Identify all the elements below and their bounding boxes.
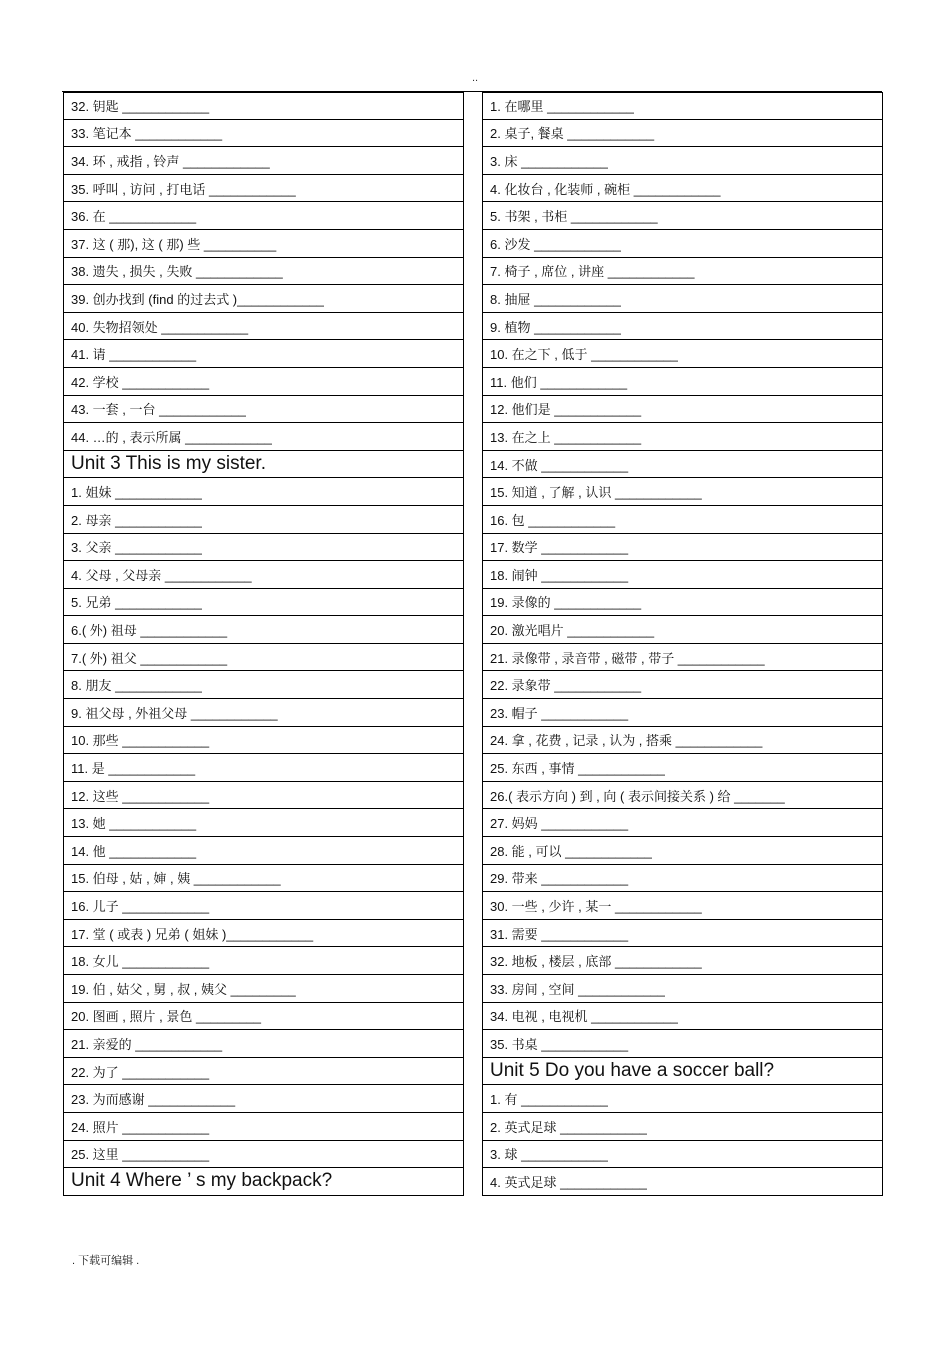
left-vocab-table bbox=[63, 92, 464, 1196]
vocab-row: 6. 沙发 ____________ bbox=[482, 230, 883, 258]
vocab-row: 36. 在 ____________ bbox=[63, 202, 464, 230]
vocab-row: 32. 地板 , 楼层 , 底部 ____________ bbox=[482, 947, 883, 975]
vocab-row: 17. 数学 ____________ bbox=[482, 534, 883, 562]
vocab-row: 23. 帽子 ____________ bbox=[482, 699, 883, 727]
right-vocab-table bbox=[482, 92, 883, 1196]
vocab-row: 16. 包 ____________ bbox=[482, 506, 883, 534]
vocab-row: 22. 录象带 ____________ bbox=[482, 671, 883, 699]
vocab-row: 18. 女儿 ____________ bbox=[63, 947, 464, 975]
vocab-row: 21. 亲爱的 ____________ bbox=[63, 1030, 464, 1058]
vocab-row: 32. 钥匙 ____________ bbox=[63, 92, 464, 120]
vocab-row: 26.( 表示方向 ) 到 , 向 ( 表示间接关系 ) 给 _______ bbox=[482, 782, 883, 810]
vocab-row: 13. 她 ____________ bbox=[63, 809, 464, 837]
vocab-row: 15. 伯母 , 姑 , 婶 , 姨 ____________ bbox=[63, 865, 464, 893]
vocab-row: 1. 有 ____________ bbox=[482, 1085, 883, 1113]
vocab-row: 19. 伯 , 姑父 , 舅 , 叔 , 姨父 _________ bbox=[63, 975, 464, 1003]
vocab-row: 2. 母亲 ____________ bbox=[63, 506, 464, 534]
vocab-row: 4. 化妆台 , 化装师 , 碗柜 ____________ bbox=[482, 175, 883, 203]
vocab-row: 10. 在之下 , 低于 ____________ bbox=[482, 340, 883, 368]
vocab-row: 24. 拿 , 花费 , 记录 , 认为 , 搭乘 ____________ bbox=[482, 727, 883, 755]
vocab-row: 11. 他们 ____________ bbox=[482, 368, 883, 396]
vocab-row: 29. 带来 ____________ bbox=[482, 865, 883, 893]
vocab-row: 27. 妈妈 ____________ bbox=[482, 809, 883, 837]
vocab-row: 35. 书桌 ____________ bbox=[482, 1030, 883, 1058]
vocab-row: 8. 抽屉 ____________ bbox=[482, 285, 883, 313]
vocab-row: 44. …的 , 表示所属 ____________ bbox=[63, 423, 464, 451]
vocab-row: 33. 房间 , 空间 ____________ bbox=[482, 975, 883, 1003]
vocab-row: 3. 父亲 ____________ bbox=[63, 534, 464, 562]
vocab-row: 24. 照片 ____________ bbox=[63, 1113, 464, 1141]
vocab-row: 5. 兄弟 ____________ bbox=[63, 589, 464, 617]
vocab-row: 31. 需要 ____________ bbox=[482, 920, 883, 948]
vocab-row: 40. 失物招领处 ____________ bbox=[63, 313, 464, 341]
unit-heading: Unit 3 This is my sister. bbox=[63, 451, 464, 479]
vocab-row: 14. 不做 ____________ bbox=[482, 451, 883, 479]
page-footer: . 下载可编辑 . bbox=[72, 1255, 140, 1267]
vocab-row: 2. 英式足球 ____________ bbox=[482, 1113, 883, 1141]
vocab-row: 10. 那些 ____________ bbox=[63, 727, 464, 755]
vocab-row: 30. 一些 , 少许 , 某一 ____________ bbox=[482, 892, 883, 920]
vocab-row: 35. 呼叫 , 访问 , 打电话 ____________ bbox=[63, 175, 464, 203]
vocab-row: 4. 英式足球 ____________ bbox=[482, 1168, 883, 1196]
vocab-row: 3. 床 ____________ bbox=[482, 147, 883, 175]
vocab-row: 8. 朋友 ____________ bbox=[63, 671, 464, 699]
vocab-row: 42. 学校 ____________ bbox=[63, 368, 464, 396]
vocab-row: 34. 电视 , 电视机 ____________ bbox=[482, 1003, 883, 1031]
vocab-row: 34. 环 , 戒指 , 铃声 ____________ bbox=[63, 147, 464, 175]
vocab-row: 3. 球 ____________ bbox=[482, 1141, 883, 1169]
vocab-row: 39. 创办找到 (find 的过去式 )____________ bbox=[63, 285, 464, 313]
vocab-row: 11. 是 ____________ bbox=[63, 754, 464, 782]
vocab-row: 13. 在之上 ____________ bbox=[482, 423, 883, 451]
vocab-row: 16. 儿子 ____________ bbox=[63, 892, 464, 920]
vocab-row: 20. 激光唱片 ____________ bbox=[482, 616, 883, 644]
vocab-row: 25. 这里 ____________ bbox=[63, 1141, 464, 1169]
vocab-row: 5. 书架 , 书柜 ____________ bbox=[482, 202, 883, 230]
vocab-row: 15. 知道 , 了解 , 认识 ____________ bbox=[482, 478, 883, 506]
vocab-row: 4. 父母 , 父母亲 ____________ bbox=[63, 561, 464, 589]
unit-heading: Unit 4 Where ’ s my backpack? bbox=[63, 1168, 464, 1196]
vocab-row: 37. 这 ( 那), 这 ( 那) 些 __________ bbox=[63, 230, 464, 258]
vocab-row: 17. 堂 ( 或表 ) 兄弟 ( 姐妹 )____________ bbox=[63, 920, 464, 948]
vocab-row: 12. 这些 ____________ bbox=[63, 782, 464, 810]
unit-heading: Unit 5 Do you have a soccer ball? bbox=[482, 1058, 883, 1086]
vocab-row: 18. 闹钟 ____________ bbox=[482, 561, 883, 589]
vocab-row: 20. 图画 , 照片 , 景色 _________ bbox=[63, 1003, 464, 1031]
vocab-row: 38. 遗失 , 损失 , 失败 ____________ bbox=[63, 258, 464, 286]
vocab-row: 1. 在哪里 ____________ bbox=[482, 92, 883, 120]
vocab-row: 2. 桌子, 餐桌 ____________ bbox=[482, 120, 883, 148]
vocab-row: 41. 请 ____________ bbox=[63, 340, 464, 368]
vocab-row: 12. 他们是 ____________ bbox=[482, 396, 883, 424]
vocab-row: 21. 录像带 , 录音带 , 磁带 , 带子 ____________ bbox=[482, 644, 883, 672]
vocab-row: 28. 能 , 可以 ____________ bbox=[482, 837, 883, 865]
vocab-row: 14. 他 ____________ bbox=[63, 837, 464, 865]
header-mark: .. bbox=[471, 72, 479, 84]
vocab-row: 1. 姐妹 ____________ bbox=[63, 478, 464, 506]
vocab-row: 7.( 外) 祖父 ____________ bbox=[63, 644, 464, 672]
vocab-row: 33. 笔记本 ____________ bbox=[63, 120, 464, 148]
vocab-row: 9. 植物 ____________ bbox=[482, 313, 883, 341]
vocab-row: 7. 椅子 , 席位 , 讲座 ____________ bbox=[482, 258, 883, 286]
vocab-row: 6.( 外) 祖母 ____________ bbox=[63, 616, 464, 644]
vocab-row: 19. 录像的 ____________ bbox=[482, 589, 883, 617]
vocab-row: 9. 祖父母 , 外祖父母 ____________ bbox=[63, 699, 464, 727]
vocab-row: 25. 东西 , 事情 ____________ bbox=[482, 754, 883, 782]
vocab-row: 22. 为了 ____________ bbox=[63, 1058, 464, 1086]
vocab-row: 23. 为而感谢 ____________ bbox=[63, 1085, 464, 1113]
vocab-row: 43. 一套 , 一台 ____________ bbox=[63, 396, 464, 424]
